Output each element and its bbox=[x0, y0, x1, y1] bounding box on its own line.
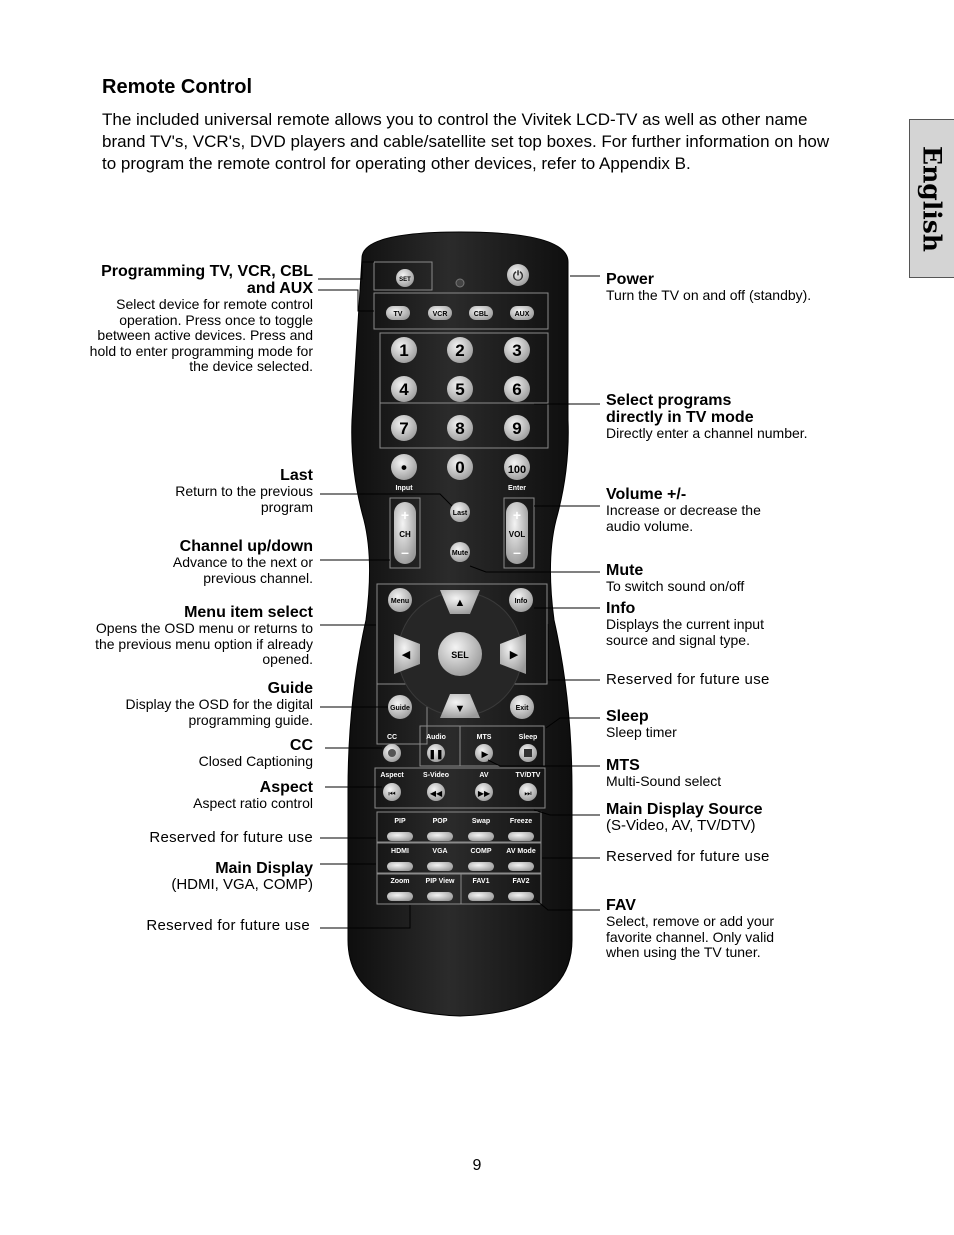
svg-text:▼: ▼ bbox=[454, 703, 466, 715]
svg-text:Zoom: Zoom bbox=[390, 878, 410, 885]
svg-text:⏮: ⏮ bbox=[388, 789, 396, 798]
svg-text:Info: Info bbox=[514, 598, 528, 605]
pill-button bbox=[508, 832, 534, 841]
svg-text:VCR: VCR bbox=[432, 311, 448, 318]
svg-text:SET: SET bbox=[399, 277, 411, 283]
pill-button bbox=[468, 892, 494, 901]
svg-text:▶▶: ▶▶ bbox=[477, 789, 491, 798]
label-cc: CC Closed Captioning bbox=[198, 737, 313, 769]
svg-text:9: 9 bbox=[512, 419, 522, 438]
language-tab-label: English bbox=[917, 145, 947, 252]
svg-text:Menu: Menu bbox=[390, 598, 410, 605]
label-last: Last Return to the previous program bbox=[175, 467, 313, 515]
svg-text:◀: ◀ bbox=[401, 649, 411, 661]
svg-text:FAV2: FAV2 bbox=[512, 878, 530, 885]
svg-text:AV: AV bbox=[479, 772, 489, 779]
label-mute: Mute To switch sound on/off bbox=[606, 562, 745, 594]
label-select-programs: Select programs directly in TV mode Directly enter a channel number. bbox=[606, 392, 808, 441]
svg-text:VGA: VGA bbox=[432, 848, 448, 855]
svg-text:–: – bbox=[513, 544, 521, 560]
svg-text:AV Mode: AV Mode bbox=[506, 848, 536, 855]
svg-text:Freeze: Freeze bbox=[509, 818, 533, 825]
svg-text:4: 4 bbox=[399, 380, 409, 399]
svg-text:6: 6 bbox=[512, 380, 522, 399]
svg-text:CC: CC bbox=[386, 734, 398, 741]
pill-button bbox=[508, 892, 534, 901]
svg-text:+: + bbox=[400, 507, 410, 523]
label-aspect: Aspect Aspect ratio control bbox=[193, 779, 313, 811]
label-mts: MTS Multi-Sound select bbox=[606, 757, 722, 789]
pill-button bbox=[387, 862, 413, 871]
svg-text:Mute: Mute bbox=[451, 550, 469, 557]
svg-text:TV/DTV: TV/DTV bbox=[515, 772, 541, 779]
label-reserved-left-1: Reserved for future use bbox=[149, 829, 313, 846]
svg-text:HDMI: HDMI bbox=[391, 848, 409, 855]
pill-button bbox=[427, 892, 453, 901]
svg-text:⏻: ⏻ bbox=[512, 268, 524, 283]
svg-text:PIP View: PIP View bbox=[425, 878, 455, 885]
label-main-source: Main Display Source (S-Video, AV, TV/DTV) bbox=[606, 801, 763, 834]
svg-text:Guide: Guide bbox=[390, 705, 410, 712]
pill-button bbox=[427, 862, 453, 871]
svg-text:CH: CH bbox=[399, 530, 411, 539]
svg-text:❚❚: ❚❚ bbox=[428, 749, 444, 759]
pill-button bbox=[427, 832, 453, 841]
svg-text:2: 2 bbox=[455, 341, 465, 360]
svg-text:MTS: MTS bbox=[476, 734, 492, 741]
pill-button bbox=[508, 862, 534, 871]
label-sleep: Sleep Sleep timer bbox=[606, 708, 677, 740]
svg-text:+: + bbox=[512, 507, 522, 523]
svg-text:Input: Input bbox=[395, 485, 413, 492]
svg-text:SEL: SEL bbox=[451, 650, 469, 660]
svg-text:Exit: Exit bbox=[515, 705, 529, 712]
pill-button bbox=[468, 862, 494, 871]
label-guide: Guide Display the OSD for the digital programming guide. bbox=[125, 680, 313, 728]
svg-text:3: 3 bbox=[512, 341, 522, 360]
svg-text:▶: ▶ bbox=[509, 649, 519, 661]
svg-text:100: 100 bbox=[507, 464, 527, 476]
svg-text:1: 1 bbox=[399, 341, 409, 360]
svg-text:5: 5 bbox=[455, 380, 465, 399]
svg-text:Enter: Enter bbox=[508, 485, 526, 492]
label-reserved-left-2: Reserved for future use bbox=[146, 917, 310, 934]
pill-button bbox=[387, 832, 413, 841]
pill-button bbox=[468, 832, 494, 841]
svg-text:POP: POP bbox=[432, 818, 448, 825]
intro-paragraph: The included universal remote allows you to control the Vivitek LCD-TV as well as other name brand TV's, VCR's, DVD players and cable/satellite set top boxes. For further information on how to program the remote control for operating other devices, refer to Appendix B. bbox=[102, 110, 830, 173]
label-volume: Volume +/- Increase or decrease the audio volume. bbox=[606, 486, 761, 534]
label-programming: Programming TV, VCR, CBL and AUX Select device for remote control operation. Press once to toggle between active devices. Press and hold to enter programming mode for the device selected. bbox=[89, 263, 313, 374]
svg-text:Sleep: Sleep bbox=[518, 734, 538, 741]
pill-button bbox=[387, 892, 413, 901]
svg-text:S-Video: S-Video bbox=[423, 772, 449, 779]
svg-text:VOL: VOL bbox=[508, 530, 526, 539]
label-reserved-right-2: Reserved for future use bbox=[606, 848, 770, 865]
svg-text:CBL: CBL bbox=[473, 311, 489, 318]
label-menu: Menu item select Opens the OSD menu or returns to the previous menu option if already opened. bbox=[95, 604, 313, 667]
page-heading: Remote Control bbox=[102, 76, 252, 98]
label-reserved-right-1: Reserved for future use bbox=[606, 671, 770, 688]
svg-text:Last: Last bbox=[452, 510, 468, 517]
svg-text:7: 7 bbox=[399, 419, 409, 438]
svg-text:COMP: COMP bbox=[470, 848, 492, 855]
svg-text:Swap: Swap bbox=[471, 818, 491, 825]
page-number: 9 bbox=[472, 1157, 482, 1174]
svg-text:FAV1: FAV1 bbox=[472, 878, 490, 885]
label-power: Power Turn the TV on and off (standby). bbox=[606, 271, 812, 303]
svg-text:AUX: AUX bbox=[514, 311, 530, 318]
svg-text:–: – bbox=[401, 544, 409, 560]
svg-text:TV: TV bbox=[393, 311, 403, 318]
svg-text:Audio: Audio bbox=[426, 734, 446, 741]
svg-text:Aspect: Aspect bbox=[380, 772, 404, 779]
svg-text:▲: ▲ bbox=[454, 597, 466, 609]
svg-text:8: 8 bbox=[455, 419, 465, 438]
label-fav: FAV Select, remove or add your favorite channel. Only valid when using the TV tuner. bbox=[606, 897, 775, 960]
svg-text:•: • bbox=[401, 458, 407, 477]
label-main-display: Main Display (HDMI, VGA, COMP) bbox=[171, 860, 313, 893]
svg-text:▶: ▶ bbox=[481, 749, 489, 759]
label-channel: Channel up/down Advance to the next or previous channel. bbox=[172, 538, 313, 586]
label-info: Info Displays the current input source and signal type. bbox=[606, 600, 764, 648]
svg-text:⏭: ⏭ bbox=[524, 789, 532, 798]
svg-text:0: 0 bbox=[455, 458, 465, 477]
svg-text:◀◀: ◀◀ bbox=[429, 789, 443, 798]
svg-text:PIP: PIP bbox=[394, 818, 406, 825]
